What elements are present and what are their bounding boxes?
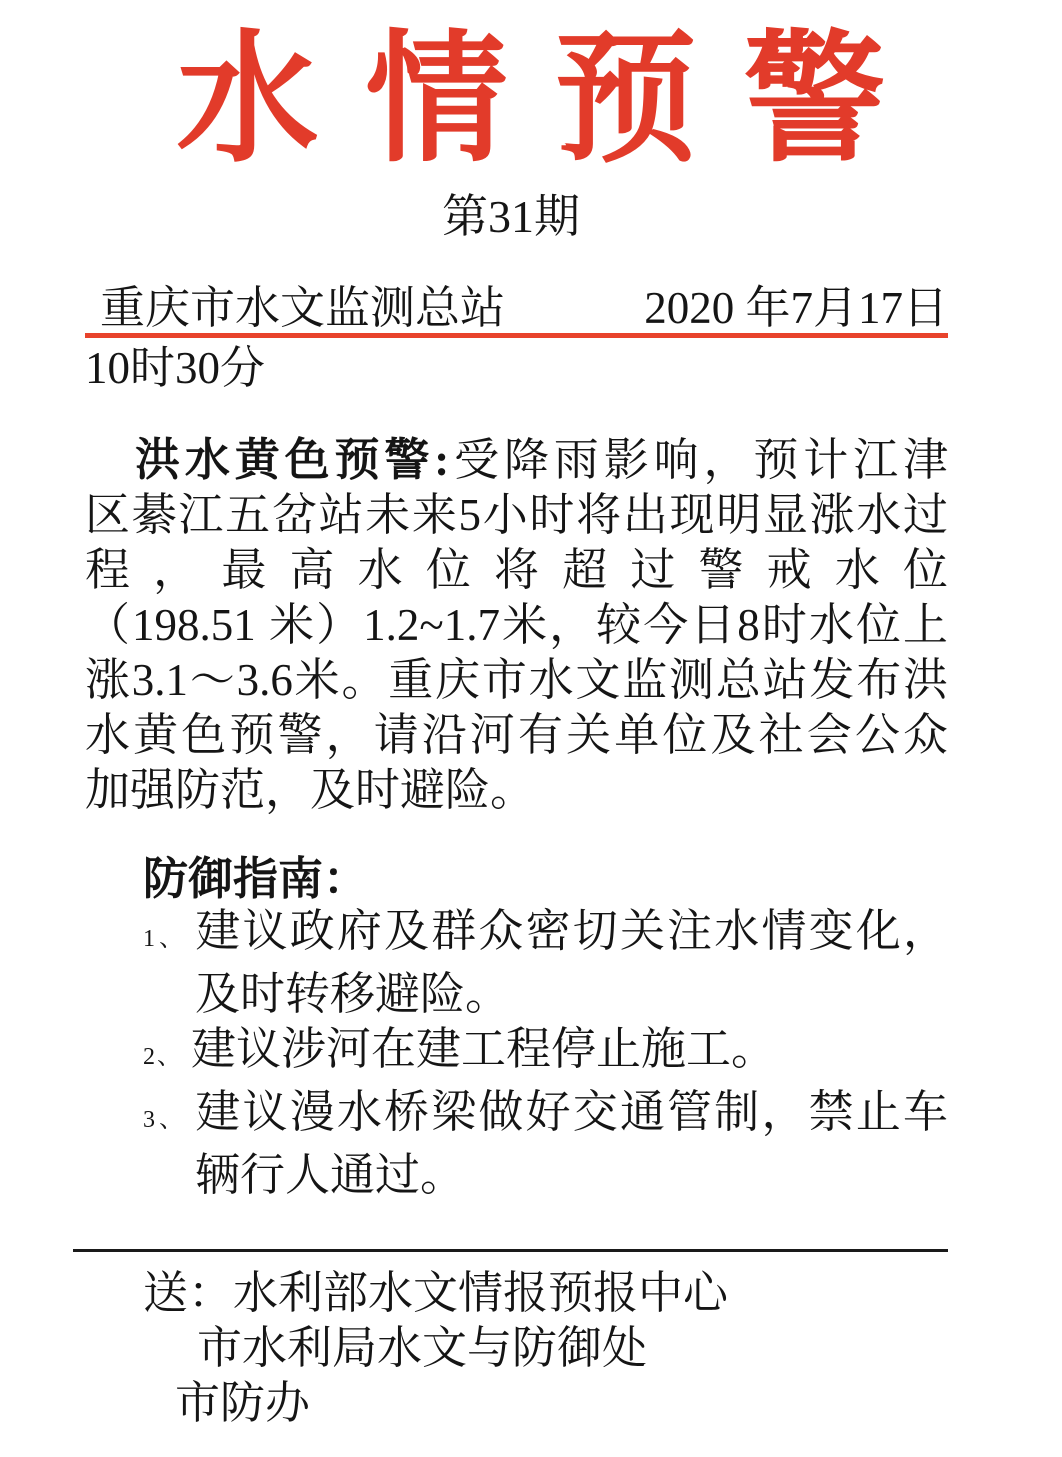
bulletin-body — [85, 284, 948, 1431]
guide-item-2-text: 建议涉河在建工程停止施工。 — [191, 1024, 777, 1074]
page-title — [0, 21, 1062, 179]
bulletin-page — [0, 21, 1062, 1457]
org-name: 重庆市水文监测总站 — [100, 283, 506, 333]
send-line — [143, 1266, 948, 1321]
warning-line-1 — [85, 433, 948, 488]
defense-guide — [85, 854, 948, 1203]
recipient-3: 市防办 — [175, 1378, 311, 1428]
org-date-row — [85, 284, 948, 332]
guide-heading: 防御指南： — [143, 854, 369, 904]
recipient-2: 市水利局水文与防御处 — [197, 1323, 648, 1373]
footer-divider — [73, 1249, 948, 1252]
red-divider — [85, 333, 948, 338]
guide-item-1-line-1 — [85, 904, 948, 967]
issue-date: 2020 年7月17日 — [644, 283, 948, 333]
warning-line-5: 涨3.1～3.6米。重庆市水文监测总站发布洪 — [85, 655, 948, 705]
guide-item-3-line-1 — [85, 1085, 948, 1148]
guide-item-1-line-2: 及时转移避险。 — [195, 969, 511, 1019]
page-title-text: 水情预警 — [176, 21, 933, 179]
warning-paragraph — [85, 433, 948, 818]
guide-item-3-number: 3、 — [143, 1107, 188, 1133]
warning-line-2: 区綦江五岔站未来5小时将出现明显涨水过 — [85, 490, 948, 540]
guide-item-2-line-1 — [85, 1022, 948, 1085]
guide-item-2-number: 2、 — [143, 1044, 183, 1070]
warning-line-4: （198.51 米）1.2~1.7米，较今日8时水位上 — [85, 600, 948, 650]
warning-line-6: 水黄色预警，请沿河有关单位及社会公众 — [85, 710, 948, 760]
recipient-1: 水利部水文情报预报中心 — [233, 1268, 729, 1318]
guide-item-1-number: 1、 — [143, 926, 188, 952]
guide-item-1-text: 建议政府及群众密切关注水情变化， — [195, 906, 948, 956]
guide-item-3-line-2: 辆行人通过。 — [195, 1150, 466, 1200]
warning-line-3: 程，最高水位将超过警戒水位 — [85, 545, 948, 595]
guide-item-3-text: 建议漫水桥梁做好交通管制，禁止车 — [195, 1087, 948, 1137]
warning-intro: 受降雨影响，预计江津 — [449, 435, 948, 485]
warning-label: 洪水黄色预警: — [135, 435, 450, 485]
warning-line-7: 加强防范，及时避险。 — [85, 765, 536, 815]
send-label: 送： — [143, 1268, 234, 1318]
issue-time: 10时30分 — [85, 343, 266, 393]
issue-number: 第31期 — [442, 191, 580, 242]
